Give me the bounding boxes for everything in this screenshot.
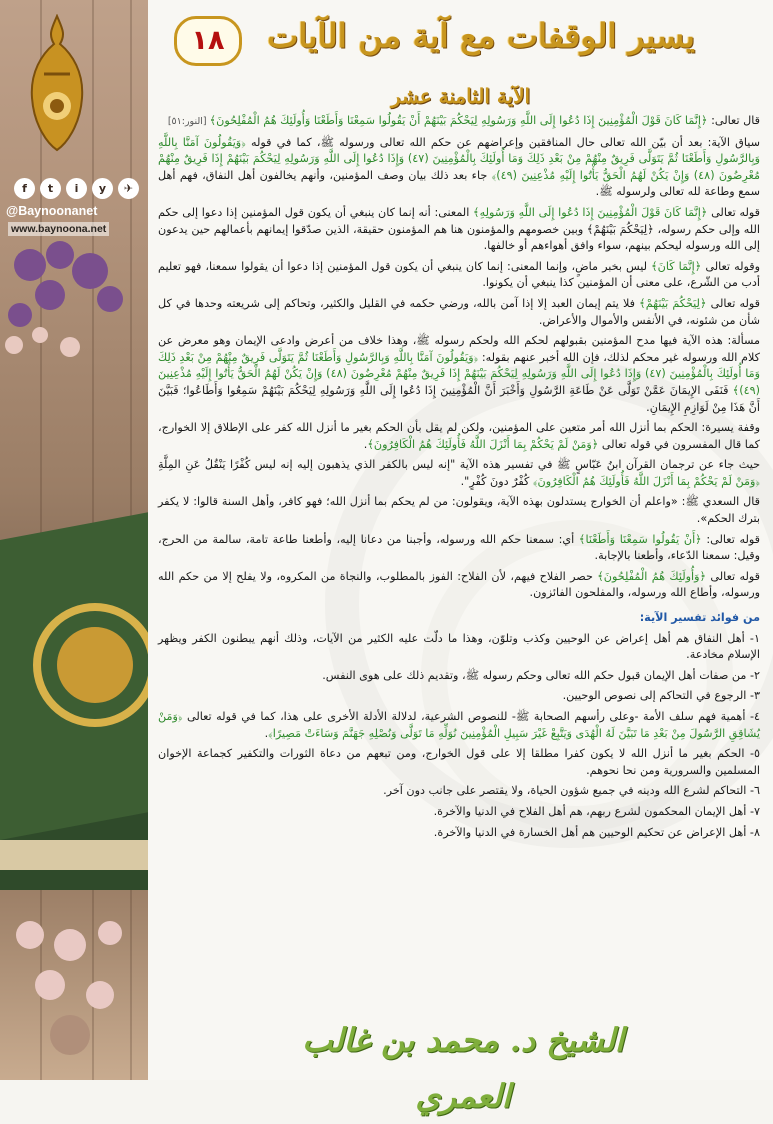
paragraph-text: وقوله تعالى (701, 259, 761, 273)
quran-verse: ﴿إِنَّمَا كَانَ قَوْلَ الْمُؤْمِنِينَ إِذَا دُعُوا إِلَى اللَّهِ وَرَسُولِهِ﴾ (473, 205, 708, 219)
quran-verse: ﴿وَمَنْ لَمْ يَحْكُمْ بِمَا أَنْزَلَ اللَّهُ فَأُولَئِكَ هُمُ الْكَافِرُونَ﴾ (532, 474, 760, 488)
paragraph (158, 296, 760, 329)
benefit-text: ٨- أهل الإعراض عن تحكيم الوحيين هم أهل الخسارة في الدنيا والآخرة. (433, 825, 760, 839)
paragraph-text: أي: سمعنا حكم الله ورسوله، وأجبنا من دعانا إليه، وأطعنا طاعة تامة، سالمة من الحرج، وقيل: سمعنا الدّعاء، وأطعنا بالإجابة. (158, 532, 760, 563)
benefit-item (158, 804, 760, 821)
instagram-icon[interactable]: i (66, 178, 87, 199)
paragraph-text: مسألة: هذه الآية فيها مدح المؤمنين بقبولهم لحكم الله ولحكم رسوله ﷺ، وهذا خلاف من أعرض وادعى الإيمان وهو معرض عن كلام الله ورسوله غير محكم لذلك، فإن الله أخبر عنهم بقوله: (158, 334, 760, 364)
website-link[interactable]: www.baynoona.net (8, 222, 109, 236)
paragraph-text: المعنى: أنه إنما كان ينبغي أن يكون قول المؤمنين إذا دعوا إلى حكم الله وإلى حكم رسوله، ﴿لِيَحْكُمَ بَيْنَهُمْ﴾ وبين خصومهم والمؤمنون هنا هم المؤمنون حقيقة، الذين صدّقوا إيمانهم بأعمالهم حين يدعون إلى الله ورسوله ليحكم بينهم، سواء وافق أهواءهم أو خالفها. (158, 205, 760, 253)
benefit-text: ١- أهل النفاق هم أهل إعراض عن الوحيين وكذب وتلوّن، وهذا ما دلّت عليه الكثير من الآيات، وذلك أنهم يبطنون الكفر ويظهر الإسلام مخادعة. (158, 631, 760, 662)
paragraph-text: . (363, 437, 368, 451)
facebook-icon[interactable]: f (14, 178, 35, 199)
content-panel (148, 0, 773, 1115)
quran-verse: ﴿وَيَقُولُونَ آمَنَّا بِاللَّهِ وَبِالرَّسُولِ وَأَطَعْنَا ثُمَّ يَتَوَلَّى فَرِيقٌ مِنْهُمْ مِنْ بَعْدِ ذَلِكَ وَمَا أُولَئِكَ بِالْمُؤْمِنِينَ (٤٧) وَإِذَا دُعُوا إِلَى اللَّهِ وَرَسُولِهِ لِيَحْكُمَ بَيْنَهُمْ إِذَا فَرِيقٌ مِنْهُمْ مُعْرِضُونَ (٤٨) وَإِنْ يَكُنْ لَهُمُ الْحَقُّ يَأْتُوا إِلَيْهِ مُذْعِنِينَ (٤٩)﴾ (158, 350, 761, 397)
paragraph-text: حيث جاء عن ترجمان القرآن ابنُ عَبّاسٍ ﷺ في تفسير هذه الآية "إنه ليس بالكفر الذي يذهبون إليه إنه ليس كُفْرًا يَنْقُلُ عَنِ المِلَّةِ (158, 458, 760, 472)
paragraph-text: حصر الفلاح فيهم، لأن الفلاح: الفوز بالمطلوب، والنجاة من المكروه، ولا يفلح إلا من حكم الله ورسوله، وأطاع الله ورسوله، والمفلحون الفائزون. (158, 569, 760, 600)
quran-verse: ﴿إِنَّمَا كَانَ قَوْلَ الْمُؤْمِنِينَ إِذَا دُعُوا إِلَى اللَّهِ وَرَسُولِهِ لِيَحْكُمَ بَيْنَهُمْ أَنْ يَقُولُوا سَمِعْنَا وَأَطَعْنَا وَأُولَئِكَ هُمُ الْمُفْلِحُونَ﴾ (209, 114, 708, 127)
paragraph-text: قوله تعالى (706, 296, 760, 310)
paragraph-text: قال السعدي ﷺ: «واعلم أن الخوارج يستدلون بهذه الآية، ويقولون: من لم يحكم بما أنزل الله؛ فهو كافر، وأهل السنة قالوا: لا يكفر بترك الحكم». (158, 495, 760, 526)
benefits-heading: من فوائد تفسير الآية: (639, 611, 760, 625)
page-title: يسير الوقفات مع آية من الآيات (267, 16, 695, 55)
paragraph-text: سياق الآية: بعد أن بيّن الله تعالى حال المنافقين وإعراضهم عن حكم الله تعالى ورسوله ﷺ، كما في قوله (245, 135, 760, 149)
baynoona-logo (26, 14, 88, 152)
verse-reference: [النور:٥١] (167, 116, 210, 127)
paragraph (158, 135, 760, 201)
quran-verse: ﴿وَمَنْ لَمْ يَحْكُمْ بِمَا أَنْزَلَ اللَّهُ فَأُولَئِكَ هُمُ الْكَافِرُونَ﴾ (367, 437, 599, 451)
paragraph-text: فلا يتم إيمان العبد إلا إذا آمن بالله، ورضي حكمه في القليل والكثير، وتحاكم إلى شريعته وحدها في كل شأن من شئونه، في الأنفس والأموال والأعراض. (158, 296, 760, 327)
benefit-text: ٥- الحكم بغير ما أنزل الله لا يكون كفرا مطلقا إلا على قول الخوارج، ومن تبعهم من دعاة الثورات والتكفير كجماعة الإخوان المسلمين والسرورية ومن نحا نحوهم. (158, 747, 760, 777)
paragraph (158, 494, 760, 527)
paragraph-text: جاء بعد ذلك بيان وصف المؤمنين، وأنهم يخالفون أهل النفاق، فهم أهل سمع وطاعة لله تعالى ولرسوله ﷺ. (158, 168, 760, 199)
page-header (148, 14, 773, 74)
benefit-item (158, 783, 760, 800)
benefit-text: ٢- من صفات أهل الإيمان قبول حكم الله تعالى وحكم رسوله ﷺ، وتقديم ذلك على هوى النفس. (322, 668, 760, 682)
episode-number-badge: ١٨ (174, 16, 242, 66)
youtube-icon[interactable]: y (92, 178, 113, 199)
quran-verse: ﴿إِنَّمَا كَانَ﴾ (651, 259, 702, 273)
paragraph-text: وقفة يسيرة: الحكم بما أنزل الله أمر متعين على المؤمنين، ولكن لم يقل بأن الحكم بغير ما أنزل الله كفر على الإطلاق إلا الخوارج، كما قال المفسرون في قوله تعالى (158, 421, 760, 451)
quran-book-image (0, 470, 148, 940)
quran-verse: ﴿لِيَحْكُمَ بَيْنَهُمْ﴾ (639, 296, 707, 310)
paragraph (158, 205, 760, 255)
paragraph-text: قوله تعالى: (701, 532, 760, 546)
author-signature: الشيخ د. محمد بن غالب العمري (302, 1021, 624, 1115)
benefit-text: ٤- أهمية فهم سلف الأمة -وعلى رأسهم الصحابة ﷺ- للنصوص الشرعية، لدلالة الأدلة الأخرى على هذا، كما في قوله تعالى (182, 710, 760, 723)
twitter-icon[interactable]: t (40, 178, 61, 199)
benefit-item (158, 825, 760, 842)
social-handle[interactable]: @Baynoonanet (6, 204, 98, 218)
flowers-decoration (0, 235, 148, 365)
paragraph (158, 457, 760, 490)
paragraph-text: كُفْرٌ دونَ كُفْرٍ". (460, 474, 533, 488)
paragraph (158, 333, 760, 416)
article-body (158, 113, 760, 845)
paragraph-text: قال تعالى: (707, 114, 760, 127)
quran-verse: ﴿وَمَنْ يُشَاقِقِ الرَّسُولَ مِنْ بَعْدِ مَا تَبَيَّنَ لَهُ الْهُدَى وَيَتَّبِعْ غَيْرَ سَبِيلِ الْمُؤْمِنِينَ نُوَلِّهِ مَا تَوَلَّى وَنُصْلِهِ جَهَنَّمَ وَسَاءَتْ مَصِيرًا﴾ (158, 710, 760, 740)
verse-number-heading: الآية الثامنة عشر (390, 84, 531, 108)
paragraph (158, 532, 760, 565)
paragraph (158, 420, 760, 453)
benefit-text: ٦- التحاكم لشرع الله ودينه في جميع شؤون الحياة، ولا يقتصر على جانب دون آخر. (383, 784, 760, 798)
paragraph (158, 259, 760, 292)
telegram-icon[interactable]: ✈ (118, 178, 139, 199)
benefit-text: ٧- أهل الإيمان المحكمون لشرع ربهم، هم أهل الفلاح في الدنيا والآخرة. (433, 804, 760, 818)
paragraph (158, 569, 760, 602)
paragraph (158, 113, 760, 131)
quran-verse: ﴿أَنْ يَقُولُوا سَمِعْنَا وَأَطَعْنَا﴾ (578, 532, 702, 546)
benefit-item (158, 746, 760, 779)
flowers-bottom-decoration (0, 905, 148, 1080)
paragraph-text: ليس بخبر ماضٍ، وإنما المعنى: إنما كان ينبغي أن يكون قول المؤمنين إذا دعوا أن يقولوا سمعنا، فهو تعليم أدب من الشّرع، على معنى أن المؤمنين كذا ينبغي أن يكونوا. (158, 259, 760, 290)
social-links (14, 178, 139, 199)
quran-verse: ﴿وَيَقُولُونَ آمَنَّا بِاللَّهِ وَبِالرَّسُولِ وَأَطَعْنَا ثُمَّ يَتَوَلَّى فَرِيقٌ مِنْهُمْ مِنْ بَعْدِ ذَلِكَ وَمَا أُولَئِكَ بِالْمُؤْمِنِينَ (٤٧) وَإِذَا دُعُوا إِلَى اللَّهِ وَرَسُولِهِ لِيَحْكُمَ بَيْنَهُمْ إِذَا فَرِيقٌ مِنْهُمْ مُعْرِضُونَ (٤٨) وَإِنْ يَكُنْ لَهُمُ الْحَقُّ يَأْتُوا إِلَيْهِ مُذْعِنِينَ (٤٩)﴾ (158, 135, 760, 182)
paragraph-text: قوله تعالى (707, 205, 760, 219)
benefit-text: ٣- الرجوع في التحاكم إلى نصوص الوحيين. (562, 689, 760, 703)
benefit-item (158, 668, 760, 685)
left-decorative-strip (0, 0, 148, 1080)
paragraph-text: فَنَفَى الإِيمَانَ عَمَّنْ تَوَلَّى عَنْ طَاعَةِ الرَّسُولِ وَأَخْبَرَ أَنَّ الْمُؤْمِنِينَ إِذَا دُعُوا إِلَى اللَّهِ وَرَسُولِهِ لِيَحْكُمَ بَيْنَهُمْ سَمِعُوا وَأَطَاعُوا؛ فَبَيَّنَ أَنَّ هَذَا مِنْ لَوَازِمِ الإِيمَانِ. (158, 383, 760, 414)
benefit-item (158, 688, 760, 705)
benefit-text: . (264, 726, 269, 740)
quran-verse: ﴿وَأُولَئِكَ هُمُ الْمُفْلِحُونَ﴾ (597, 569, 707, 583)
paragraph-text: قوله تعالى (706, 569, 760, 583)
benefit-item (158, 709, 760, 742)
benefit-item (158, 631, 760, 664)
